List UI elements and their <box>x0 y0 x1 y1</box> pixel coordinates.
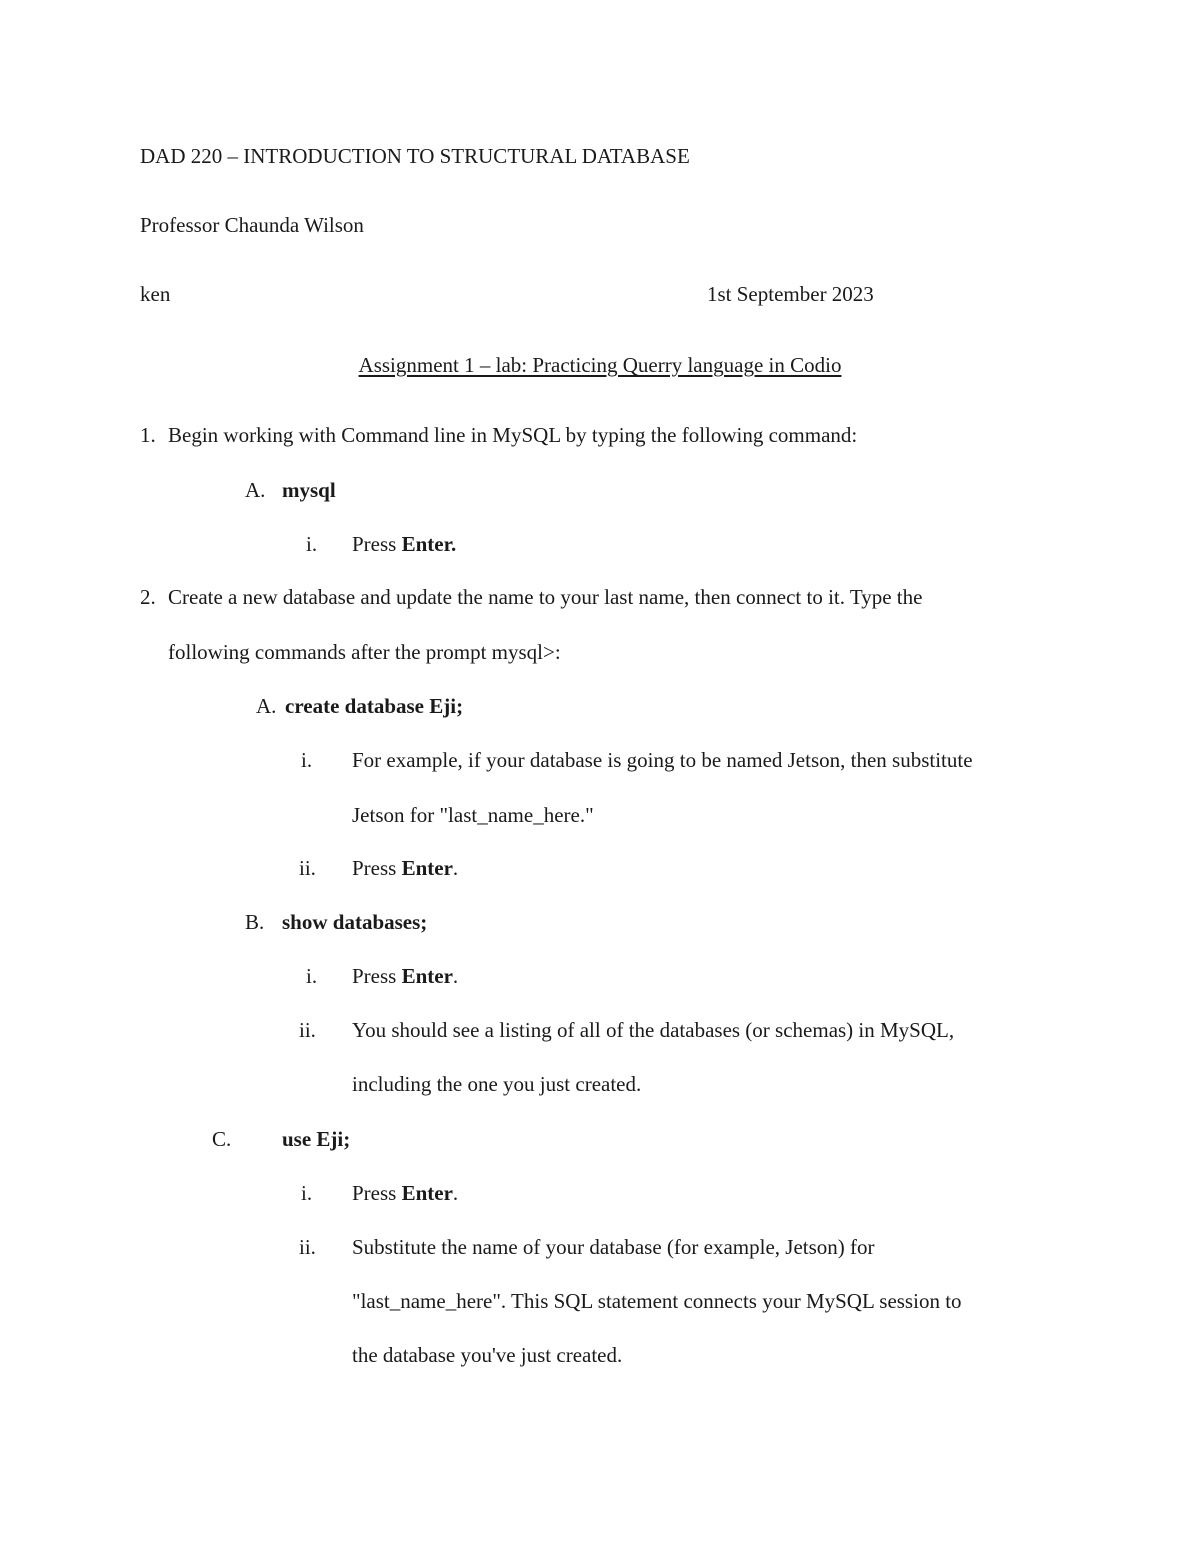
step-2b-ii-line2: including the one you just created. <box>352 1072 642 1096</box>
step-2a-i-marker: i. <box>301 748 313 772</box>
step-1a-marker: A. <box>245 478 266 502</box>
step-2-text-line1: Create a new database and update the name to your last name, then connect to it. Type the <box>168 585 923 609</box>
step-2c-marker: C. <box>212 1127 232 1151</box>
step-2b-i-text: Press Enter. <box>352 964 459 988</box>
step-2a-i-line1: For example, if your database is going to be named Jetson, then substitute <box>352 748 973 772</box>
step-2c-i-text: Press Enter. <box>352 1181 459 1205</box>
step-2c-command: use Eji; <box>282 1127 351 1151</box>
step-2c-ii-marker: ii. <box>299 1235 316 1259</box>
step-2b-ii-line1: You should see a listing of all of the databases (or schemas) in MySQL, <box>352 1018 955 1042</box>
assignment-title: Assignment 1 – lab: Practicing Querry language in Codio <box>358 353 842 377</box>
step-1-text: Begin working with Command line in MySQL by typing the following command: <box>168 423 858 447</box>
step-1a-i-text: Press Enter. <box>352 532 457 556</box>
step-2a-ii-marker: ii. <box>299 856 316 880</box>
step-2-text-line2: following commands after the prompt mysql>: <box>168 640 561 664</box>
step-2a-i-line2: Jetson for "last_name_here." <box>352 803 594 827</box>
step-2b-i-marker: i. <box>306 964 318 988</box>
student-name: ken <box>140 282 171 306</box>
step-2-number: 2. <box>140 585 156 609</box>
step-1-number: 1. <box>140 423 156 447</box>
step-2b-marker: B. <box>245 910 265 934</box>
step-2a-marker: A. <box>256 694 277 718</box>
step-2c-ii-line1: Substitute the name of your database (for example, Jetson) for <box>352 1235 875 1259</box>
step-1a-command: mysql <box>282 478 336 502</box>
step-2a-command: create database Eji; <box>285 694 464 718</box>
step-2b-ii-marker: ii. <box>299 1018 316 1042</box>
step-2b-command: show databases; <box>282 910 428 934</box>
step-2c-i-marker: i. <box>301 1181 313 1205</box>
step-2a-ii-text: Press Enter. <box>352 856 459 880</box>
step-2c-ii-line2: "last_name_here". This SQL statement connects your MySQL session to <box>352 1289 962 1313</box>
submission-date: 1st September 2023 <box>707 282 874 306</box>
course-title: DAD 220 – INTRODUCTION TO STRUCTURAL DATABASE <box>140 144 690 168</box>
step-2c-ii-line3: the database you've just created. <box>352 1343 623 1367</box>
step-1a-i-marker: i. <box>306 532 318 556</box>
professor-name: Professor Chaunda Wilson <box>140 213 364 237</box>
